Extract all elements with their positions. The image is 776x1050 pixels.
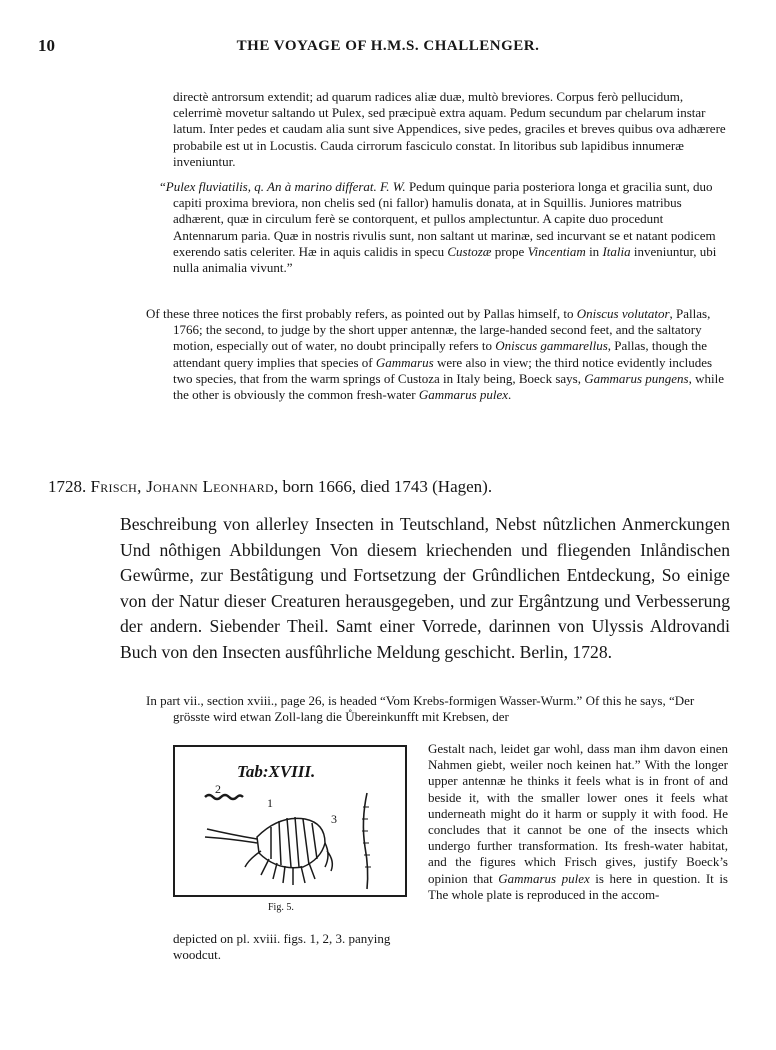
gammarus-illustration — [175, 747, 405, 895]
label-fig-1: 1 — [267, 796, 273, 810]
antenna-fig-2 — [205, 795, 243, 799]
entry-year: 1728. — [48, 477, 87, 496]
page-number: 10 — [38, 36, 55, 55]
commentary-paragraph: Of these three notices the first probably refers, as pointed out by Pallas himself, to Oniscus volutator, Pallas, 1766; the second, to judge by the short upper antennæ, the large-handed second feet, and the saltatory motion, especially out of water, no doubt principally refers to Oniscus gammarellus, Pallas, though the attendant query implies that species of Gammarus were also in view; the third notice evidently includes two species, that from the warm springs of Custoza in Italy being, Boeck says, Gammarus pungens, while the other is obviously the common fresh-water Gammarus pulex. — [146, 306, 724, 403]
woodcut-figure — [173, 745, 407, 897]
latin-quote-2 — [160, 179, 728, 276]
body-paragraph-right-column — [428, 741, 728, 903]
entry-author: Frisch, Johann Leonhard — [90, 477, 274, 496]
label-fig-3: 3 — [331, 812, 337, 826]
amphipod-fig-1 — [205, 817, 332, 885]
entry-details: , born 1666, died 1743 (Hagen). — [273, 477, 493, 496]
running-title: THE VOYAGE OF H.M.S. CHALLENGER. — [236, 38, 540, 54]
body-paragraph-intro — [146, 693, 728, 725]
body-paragraph-left-column — [173, 931, 418, 963]
bibliography-entry-heading — [48, 477, 738, 497]
label-fig-2: 2 — [215, 782, 221, 796]
latin-paragraph-2: “Pulex fluviatilis, q. An à marino differat. F. W. Pedum quinque paria posteriora longa et gracilia sunt, duo capiti proxima breviora, non chelis sed (ni fallor) hamulis donata, at in Squillis. Juniores matribus adhærent, quæ in circulum ferè se contorquent, et pullos amplectuntur. A capite duo procedunt Antennarum paria. Quæ in nostris rivulis sunt, non saltant ut marinæ, sed incurvant se et natant podicem exerendo satis celeriter. Hæ in aquis calidis in specu Custozæ prope Vincentiam in Italia inveniuntur, ubi nulla animalia vivunt.” — [160, 179, 717, 276]
body-paragraph-3: depicted on pl. xviii. figs. 1, 2, 3. panying woodcut. — [173, 931, 391, 963]
quote-species-name: Pulex fluviatilis, q. An à marino differat. F. W. — [165, 179, 406, 194]
body-paragraph-1: In part vii., section xviii., page 26, is headed “Vom Krebs-formigen Wasser-Wurm.” Of this he says, “Der grösste wird etwan Zoll-lang die Ůbereinkunfft mit Krebsen, der — [146, 693, 695, 725]
book-title: Beschreibung von allerley Insecten in Teutschland, Nebst nûtzlichen Anmerckungen Und nôthigen Abbildungen Von diesem kriechenden und fliegenden Inlåndischen Gewûrme, zur Bestâtigung und Fortsetzung der Grûndlichen Entdeckung, So einige von der Natur dieser Creaturen herausgegeben, und zur Ergântzung und Verbesserung der andern. Siebender Theil. Samt einer Vorrede, darinnen von Ulyssis Aldrovandi Buch von den Insecten ausfûhrliche Meldung geschicht. Berlin, 1728. — [120, 514, 730, 662]
latin-quote-1 — [173, 89, 728, 170]
figure-caption: Fig. 5. — [268, 902, 294, 913]
body-paragraph-2: Gestalt nach, leidet gar wohl, dass man ihm davon einen Nahmen giebt, weiler noch keinen hat.” With the longer upper antennæ he thinks it feels what is in front of and beside it, with the smaller lower ones it feels what underneath might do it harm or supply it with food. He concludes that it cannot be one of the insects which undergo further transformation. Its fresh-water habitat, and the figures which Frisch gives, justify Boeck’s opinion that Gammarus pulex is here in question. It is The whole plate is reproduced in the accom- — [428, 741, 728, 902]
species-name: Gammarus pulex — [498, 870, 590, 886]
commentary-note — [146, 306, 728, 403]
latin-paragraph-1: directè antrorsum extendit; ad quarum radices aliæ duæ, multò breviores. Corpus ferò pellucidum, celerrimè movetur saltando ut Pulex, sed præcipuè extra aquam. Pedum secundum par chelarum instar latum. Inter pedes et caudam alia sunt sive Appendices, sive pedes, graciles et breves quibus ova adhærere probabile est ut in Locustis. Cauda cirrorum fasciculo constat. In litoribus sub lapidibus innumeræ inveniuntur. — [173, 89, 726, 169]
plate-label: Tab:XVIII. — [237, 762, 316, 781]
book-title-block — [120, 512, 730, 666]
